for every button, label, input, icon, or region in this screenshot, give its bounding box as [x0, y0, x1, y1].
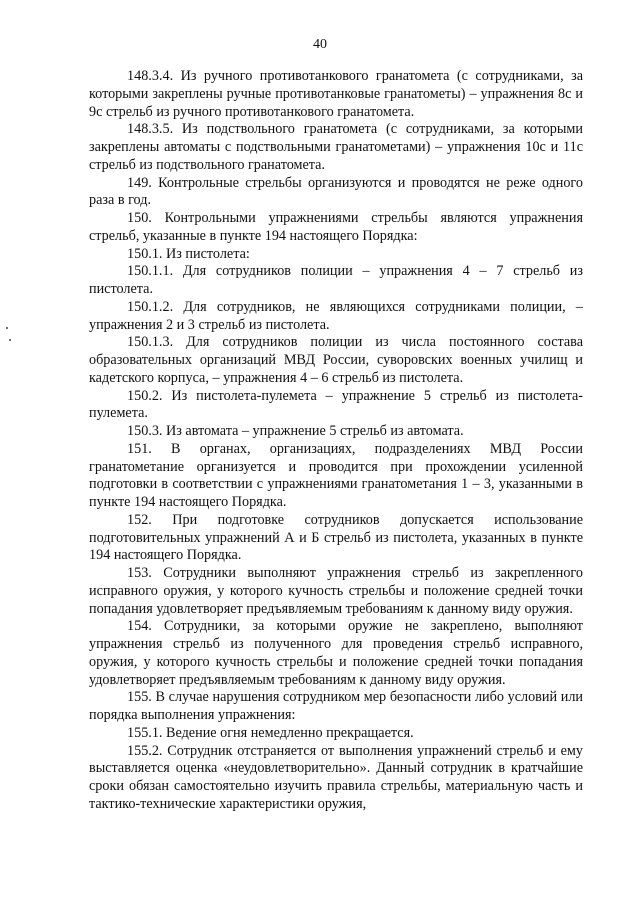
- document-body: [89, 68, 583, 814]
- paragraph-153: 153. Сотрудники выполняют упражнения стрельб из закрепленного исправного оружия, у которого кучность стрельбы и положение средней точки попадания удовлетворяет предъявляемым требованиям к данному виду оружия.: [89, 565, 583, 617]
- paragraph-150-2: 150.2. Из пистолета-пулемета – упражнение 5 стрельб из пистолета-пулемета.: [89, 387, 583, 422]
- paragraph-154: 154. Сотрудники, за которыми оружие не закреплено, выполняют упражнения стрельб из полученного для проведения стрельб исправного, оружия, у которого кучность стрельбы и положение средней точки попадания удовлетворяет предъявляемым требованиям к данному виду оружия.: [89, 618, 583, 688]
- scan-speck: [9, 339, 11, 341]
- paragraph-155-2: 155.2. Сотрудник отстраняется от выполнения упражнений стрельб и ему выставляется оценка «неудовлетворительно». Данный сотрудник в кратчайшие сроки обязан самостоятельно изучить правила стрельбы, материальную часть и тактико-технические характеристики оружия,: [89, 742, 583, 812]
- paragraph-149: 149. Контрольные стрельбы организуются и проводятся не реже одного раза в год.: [89, 174, 583, 209]
- paragraph-151: 151. В органах, организациях, подразделениях МВД России гранатометание организуется и проводится при прохождении усиленной подготовки в соответствии с упражнениями гранатометания 1 – 3, указанными в пункте 194 настоящего Порядка.: [89, 440, 583, 510]
- paragraph-150-1-3: 150.1.3. Для сотрудников полиции из числа постоянного состава образовательных организаций МВД России, суворовских военных училищ и кадетского корпуса, – упражнения 4 – 6 стрельб из пистолета.: [89, 334, 583, 386]
- scan-speck: [6, 327, 8, 329]
- paragraph-155-1: 155.1. Ведение огня немедленно прекращается.: [127, 724, 414, 741]
- paragraph-150-1-2: 150.1.2. Для сотрудников, не являющихся сотрудниками полиции, – упражнения 2 и 3 стрельб из пистолета.: [89, 298, 583, 333]
- paragraph-155: 155. В случае нарушения сотрудником мер безопасности либо условий или порядка выполнения упражнения:: [89, 689, 583, 723]
- paragraph-148-3-5: 148.3.5. Из подствольного гранатомета (с сотрудниками, за которыми закреплены автоматы с подствольными гранатометами) – упражнения 10с и 11с стрельб из подствольного гранатомета.: [89, 121, 583, 173]
- paragraph-150-1-1: 150.1.1. Для сотрудников полиции – упражнения 4 – 7 стрельб из пистолета.: [89, 263, 583, 297]
- paragraph-150: 150. Контрольными упражнениями стрельбы являются упражнения стрельб, указанные в пункте 194 настоящего Порядка:: [89, 210, 583, 244]
- paragraph-150-1: 150.1. Из пистолета:: [127, 245, 250, 262]
- paragraph-150-3: 150.3. Из автомата – упражнение 5 стрельб из автомата.: [127, 423, 464, 439]
- paragraph-152: 152. При подготовке сотрудников допускается использование подготовительных упражнений А и Б стрельб из пистолета, указанных в пункте 194 настоящего Порядка.: [89, 511, 583, 564]
- page-number: 40: [313, 37, 327, 52]
- paragraph-148-3-4: 148.3.4. Из ручного противотанкового гранатомета (с сотрудниками, за которыми закреплены ручные противотанковые гранатометы) – упражнения 8с и 9с стрельб из ручного противотанкового гранатомета.: [89, 68, 583, 120]
